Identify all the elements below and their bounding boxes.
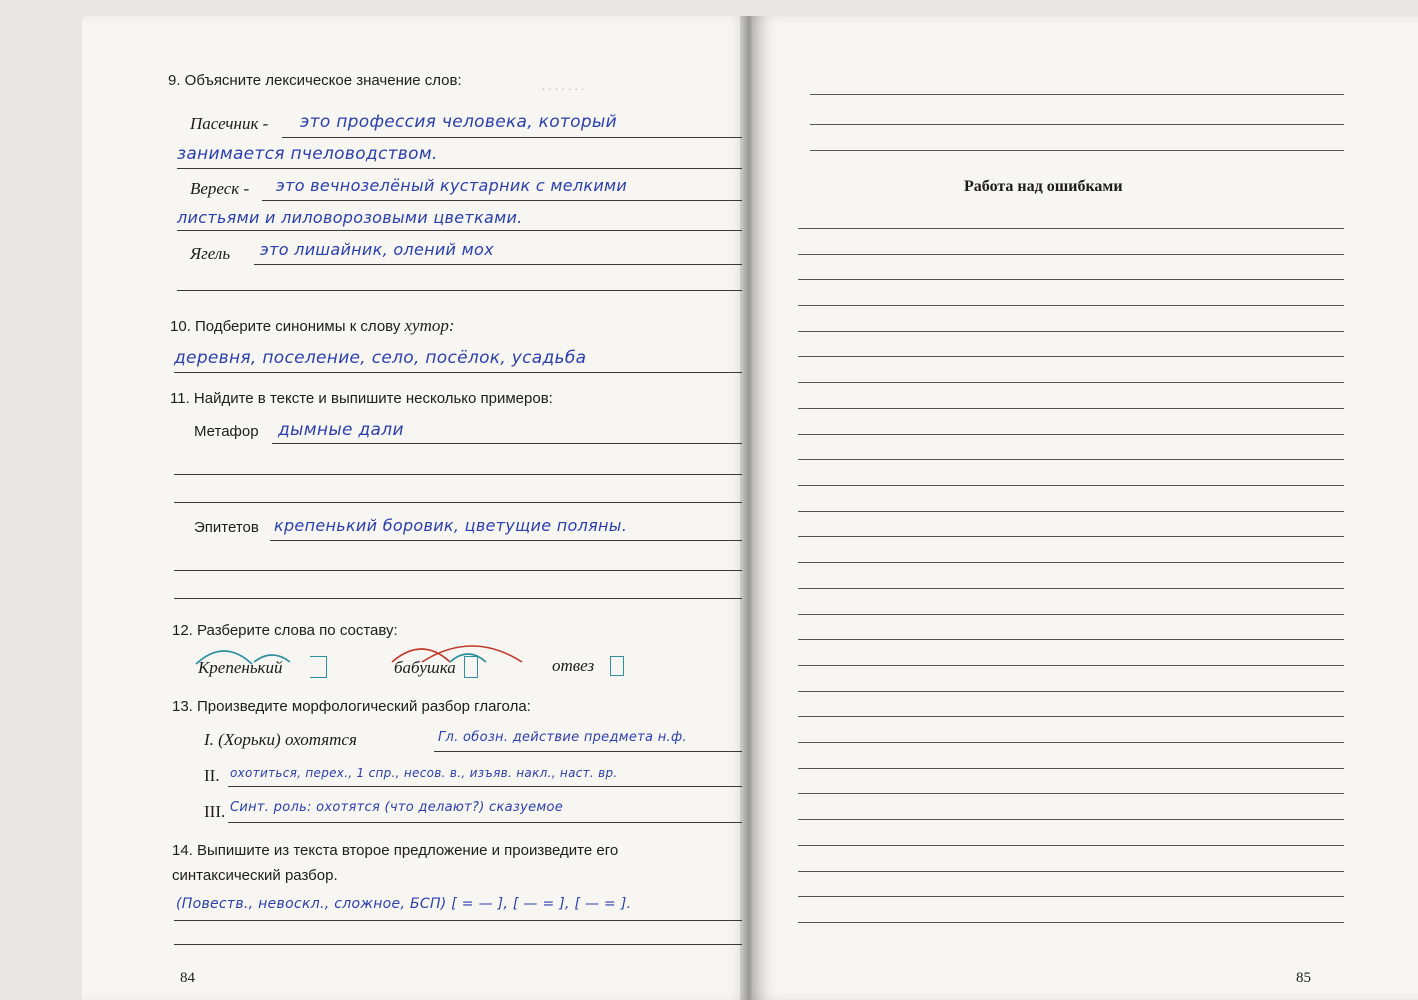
answer-line (254, 264, 742, 265)
q9-answer-3: это лишайник, олений мох (260, 240, 494, 259)
q9-answer-1-line2: занимается пчеловодством. (177, 144, 438, 164)
writing-line (798, 331, 1344, 332)
bleed-through: . . . . . . . (542, 78, 585, 93)
ending-box (610, 656, 624, 676)
q13-title: 13. Произведите морфологический разбор глагола: (172, 698, 531, 715)
ending-box (310, 656, 327, 678)
answer-line (262, 200, 742, 201)
answer-line (434, 751, 742, 752)
writing-line (798, 614, 1344, 615)
q12-word-3: отвез (552, 656, 595, 675)
writing-line (798, 588, 1344, 589)
writing-line (798, 896, 1344, 897)
answer-line (174, 372, 742, 373)
page-number-right: 85 (1296, 970, 1311, 986)
writing-line (798, 845, 1344, 846)
writing-line (798, 742, 1344, 743)
answer-line (270, 540, 742, 541)
writing-line (798, 228, 1344, 229)
writing-line (798, 871, 1344, 872)
ending-box (464, 656, 478, 678)
answer-line (177, 230, 742, 231)
q13-row1-label: I. (Хорьки) охотятся (204, 730, 357, 749)
writing-line (798, 254, 1344, 255)
answer-line (282, 137, 742, 138)
left-page (82, 16, 750, 1000)
answer-line (177, 168, 742, 169)
writing-line (798, 819, 1344, 820)
q10-word: хутор: (404, 316, 455, 335)
writing-line (798, 639, 1344, 640)
q9-answer-1-line1: это профессия человека, который (300, 112, 617, 132)
q14-title-line2: синтаксический разбор. (172, 867, 338, 884)
q9-term-3: Ягель (190, 244, 231, 263)
q12-word-1: Крепенький (198, 658, 283, 677)
answer-line (174, 570, 742, 571)
writing-line (810, 150, 1344, 151)
writing-line (798, 922, 1344, 923)
page-heading: Работа над ошибками (964, 178, 1123, 195)
answer-line (228, 786, 742, 787)
q11-title: 11. Найдите в тексте и выпишите несколько примеров: (170, 390, 553, 407)
answer-line (174, 474, 742, 475)
writing-line (798, 279, 1344, 280)
writing-line (798, 356, 1344, 357)
q9-answer-2-line2: листьями и лиловорозовыми цветками. (177, 208, 523, 227)
q10-title-text: 10. Подберите синонимы к слову (170, 318, 401, 335)
writing-line (798, 691, 1344, 692)
writing-line (810, 124, 1344, 125)
q11-epithet-answer: крепенький боровик, цветущие поляны. (274, 516, 628, 535)
answer-line (272, 443, 742, 444)
answer-line (174, 598, 742, 599)
q11-epithet-label: Эпитетов (194, 519, 259, 536)
answer-line (177, 290, 742, 291)
writing-line (798, 459, 1344, 460)
answer-line (174, 944, 742, 945)
q9-term-1: Пасечник - (190, 114, 269, 133)
q14-title: 14. Выпишите из текста второе предложение и произведите его (172, 842, 619, 859)
writing-line (798, 793, 1344, 794)
q9-title: 9. Объясните лексическое значение слов: (168, 72, 462, 89)
writing-line (798, 665, 1344, 666)
q13-row3-answer: Синт. роль: охотятся (что делают?) сказуемое (230, 800, 564, 815)
q12-word-2: бабушка (394, 658, 456, 677)
writing-line (798, 382, 1344, 383)
q13-row2-answer: охотиться, перех., 1 спр., несов. в., изъяв. накл., наст. вр. (230, 766, 618, 780)
writing-line (798, 511, 1344, 512)
writing-line (798, 434, 1344, 435)
q9-answer-2-line1: это вечнозелёный кустарник с мелкими (276, 176, 628, 195)
page-number-left: 84 (180, 970, 195, 986)
q10-answer: деревня, поселение, село, посёлок, усадьба (174, 348, 587, 368)
q11-metaphor-answer: дымные дали (278, 420, 404, 440)
answer-line (174, 502, 742, 503)
writing-line (798, 768, 1344, 769)
q14-answer: (Повеств., невоскл., сложное, БСП) [ = — ], [ — = ], [ — = ]. (176, 896, 632, 912)
q13-row2-label: II. (204, 766, 220, 785)
q10-title (170, 316, 455, 336)
q9-term-2: Вереск - (190, 179, 250, 198)
writing-line (798, 485, 1344, 486)
q13-row1-answer: Гл. обозн. действие предмета н.ф. (438, 730, 687, 745)
writing-line (798, 408, 1344, 409)
writing-line (798, 716, 1344, 717)
q11-metaphor-label: Метафор (194, 423, 259, 440)
answer-line (228, 822, 742, 823)
q12-title: 12. Разберите слова по составу: (172, 622, 398, 639)
writing-line (798, 562, 1344, 563)
writing-line (798, 536, 1344, 537)
answer-line (174, 920, 742, 921)
q13-row3-label: III. (204, 802, 226, 821)
writing-line (798, 305, 1344, 306)
writing-line (810, 94, 1344, 95)
right-page (752, 16, 1418, 1000)
